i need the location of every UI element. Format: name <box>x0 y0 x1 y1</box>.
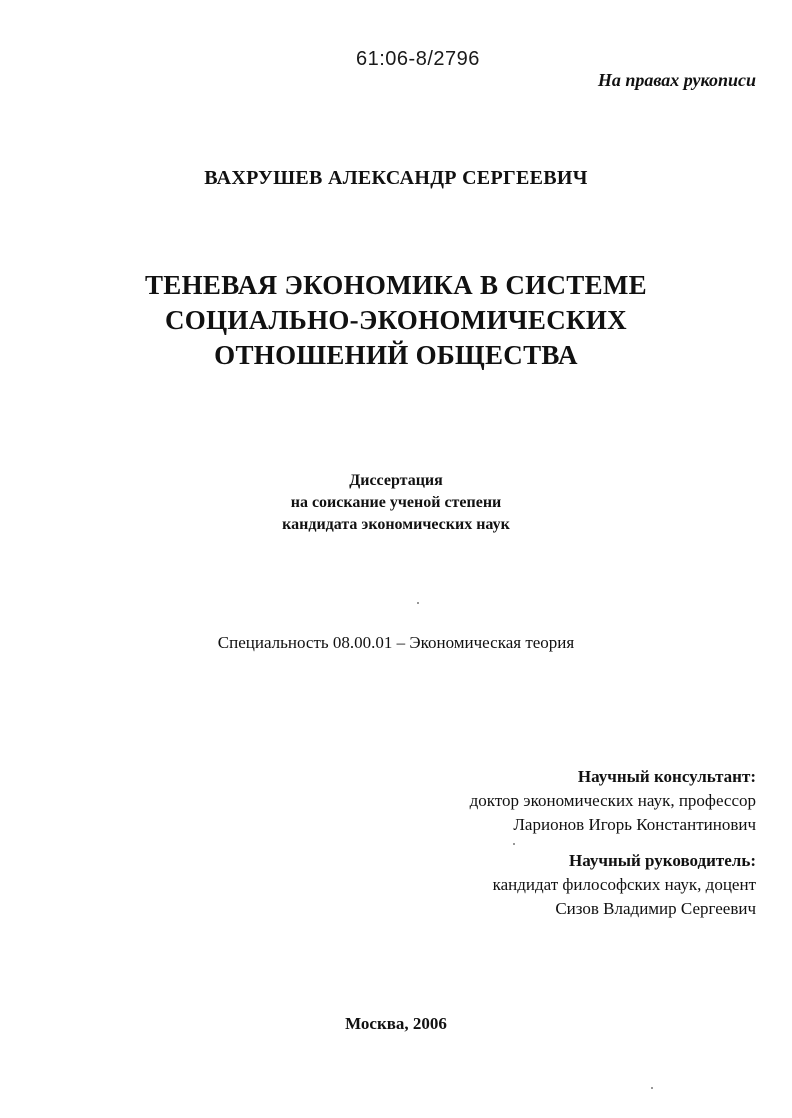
title-line: ОТНОШЕНИЙ ОБЩЕСТВА <box>214 340 578 370</box>
supervisor-role: Научный руководитель: <box>569 851 756 870</box>
rights-note: На правах рукописи <box>597 70 756 90</box>
supervisor-degree: кандидат философских наук, доцент <box>492 875 756 894</box>
dissertation-type: Диссертация <box>349 472 443 489</box>
city-year: Москва, 2006 <box>345 1014 447 1033</box>
catalog-code-stamp: 61:06-8/2796 <box>356 48 480 70</box>
dissertation-purpose: на соискание ученой степени <box>290 494 502 511</box>
thesis-title <box>0 268 792 373</box>
consultant-block <box>470 765 756 837</box>
title-line: СОЦИАЛЬНО-ЭКОНОМИЧЕСКИХ <box>165 305 627 335</box>
supervisor-name: Сизов Владимир Сергеевич <box>555 899 756 918</box>
scan-speck <box>651 1087 653 1089</box>
scan-speck <box>417 602 419 604</box>
consultant-role: Научный консультант: <box>577 767 756 786</box>
scan-speck <box>513 843 515 845</box>
dissertation-statement <box>0 470 792 536</box>
specialty: Специальность 08.00.01 – Экономическая теория <box>217 633 575 652</box>
consultant-degree: доктор экономических наук, профессор <box>469 791 756 810</box>
consultant-name: Ларионов Игорь Константинович <box>513 815 756 834</box>
title-line: ТЕНЕВАЯ ЭКОНОМИКА В СИСТЕМЕ <box>145 270 647 300</box>
supervisor-block <box>470 849 756 921</box>
dissertation-degree: кандидата экономических наук <box>282 516 510 533</box>
author-name: ВАХРУШЕВ АЛЕКСАНДР СЕРГЕЕВИЧ <box>204 167 588 189</box>
